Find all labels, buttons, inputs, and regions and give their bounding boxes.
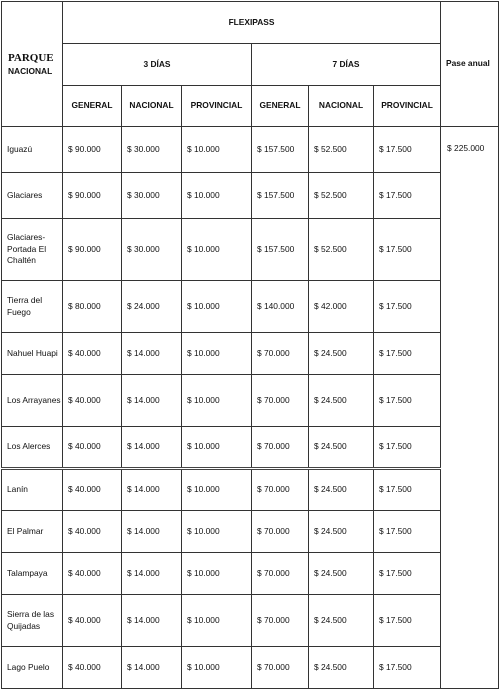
park-name: Tierra del Fuego	[2, 281, 63, 333]
price-cell: $ 140.000	[252, 281, 309, 333]
price-cell: $ 52.500	[309, 127, 374, 173]
park-name: Lanín	[2, 469, 63, 511]
price-cell: $ 40.000	[63, 469, 122, 511]
price-cell: $ 40.000	[63, 427, 122, 469]
table-row	[2, 469, 499, 511]
price-cell: $ 14.000	[122, 375, 182, 427]
price-cell: $ 40.000	[63, 647, 122, 689]
price-cell: $ 14.000	[122, 333, 182, 375]
park-name: Los Alerces	[2, 427, 63, 469]
price-cell: $ 10.000	[182, 127, 252, 173]
price-cell: $ 40.000	[63, 375, 122, 427]
price-cell: $ 24.500	[309, 333, 374, 375]
price-cell: $ 90.000	[63, 127, 122, 173]
price-cell: $ 17.500	[374, 553, 441, 595]
price-cell: $ 10.000	[182, 469, 252, 511]
price-cell: $ 14.000	[122, 595, 182, 647]
park-name: Lago Puelo	[2, 647, 63, 689]
price-cell: $ 17.500	[374, 427, 441, 469]
price-cell: $ 70.000	[252, 511, 309, 553]
price-cell: $ 17.500	[374, 127, 441, 173]
col-nacional-7d: NACIONAL	[309, 86, 374, 127]
price-cell: $ 70.000	[252, 375, 309, 427]
table-row	[2, 281, 499, 333]
price-cell: $ 157.500	[252, 219, 309, 281]
price-cell: $ 24.500	[309, 647, 374, 689]
price-cell: $ 10.000	[182, 333, 252, 375]
park-name: Talampaya	[2, 553, 63, 595]
price-cell: $ 17.500	[374, 173, 441, 219]
park-header-line1: PARQUE	[8, 51, 54, 64]
price-cell: $ 70.000	[252, 595, 309, 647]
table-row	[2, 427, 499, 469]
price-cell: $ 10.000	[182, 595, 252, 647]
price-cell: $ 10.000	[182, 375, 252, 427]
seven-days-header: 7 DÍAS	[252, 44, 441, 86]
price-cell: $ 14.000	[122, 511, 182, 553]
price-cell: $ 17.500	[374, 333, 441, 375]
price-cell: $ 24.500	[309, 469, 374, 511]
col-nacional-3d: NACIONAL	[122, 86, 182, 127]
price-cell: $ 17.500	[374, 511, 441, 553]
price-cell: $ 10.000	[182, 173, 252, 219]
price-cell: $ 10.000	[182, 553, 252, 595]
price-cell: $ 24.500	[309, 595, 374, 647]
price-cell: $ 10.000	[182, 281, 252, 333]
col-general-3d: GENERAL	[63, 86, 122, 127]
price-cell: $ 17.500	[374, 647, 441, 689]
table-row	[2, 375, 499, 427]
price-cell: $ 17.500	[374, 281, 441, 333]
price-cell: $ 70.000	[252, 553, 309, 595]
price-cell: $ 10.000	[182, 427, 252, 469]
park-name: Los Arrayanes	[2, 375, 63, 427]
price-cell: $ 14.000	[122, 427, 182, 469]
table-row	[2, 553, 499, 595]
price-cell: $ 70.000	[252, 469, 309, 511]
price-cell: $ 24.500	[309, 553, 374, 595]
price-cell: $ 17.500	[374, 469, 441, 511]
price-cell: $ 40.000	[63, 553, 122, 595]
price-cell: $ 80.000	[63, 281, 122, 333]
col-general-7d: GENERAL	[252, 86, 309, 127]
price-cell: $ 17.500	[374, 375, 441, 427]
annual-pass-price: $ 225.000	[441, 127, 499, 689]
flexipass-header: FLEXIPASS	[63, 2, 441, 44]
price-cell: $ 157.500	[252, 127, 309, 173]
price-cell: $ 90.000	[63, 173, 122, 219]
three-days-header: 3 DÍAS	[63, 44, 252, 86]
park-name: Glaciares	[2, 173, 63, 219]
table-row	[2, 647, 499, 689]
price-cell: $ 24.500	[309, 427, 374, 469]
price-cell: $ 10.000	[182, 219, 252, 281]
park-column-header	[2, 2, 63, 127]
flexipass-price-table	[1, 1, 499, 689]
table-row	[2, 595, 499, 647]
price-cell: $ 52.500	[309, 173, 374, 219]
table-row	[2, 219, 499, 281]
price-cell: $ 40.000	[63, 333, 122, 375]
price-rows	[2, 127, 499, 689]
price-cell: $ 30.000	[122, 173, 182, 219]
price-cell: $ 90.000	[63, 219, 122, 281]
price-cell: $ 10.000	[182, 511, 252, 553]
price-cell: $ 52.500	[309, 219, 374, 281]
col-provincial-7d: PROVINCIAL	[374, 86, 441, 127]
park-name: Nahuel Huapi	[2, 333, 63, 375]
price-cell: $ 14.000	[122, 553, 182, 595]
price-cell: $ 42.000	[309, 281, 374, 333]
price-cell: $ 70.000	[252, 427, 309, 469]
price-cell: $ 40.000	[63, 511, 122, 553]
park-header-line2: NACIONAL	[8, 65, 53, 76]
price-cell: $ 24.000	[122, 281, 182, 333]
price-cell: $ 30.000	[122, 127, 182, 173]
price-cell: $ 24.500	[309, 511, 374, 553]
park-name: Iguazú	[2, 127, 63, 173]
price-cell: $ 17.500	[374, 219, 441, 281]
table-row	[2, 511, 499, 553]
price-cell: $ 14.000	[122, 647, 182, 689]
price-cell: $ 157.500	[252, 173, 309, 219]
park-name: El Palmar	[2, 511, 63, 553]
park-name: Sierra de las Quijadas	[2, 595, 63, 647]
price-cell: $ 10.000	[182, 647, 252, 689]
price-cell: $ 40.000	[63, 595, 122, 647]
table-row	[2, 127, 499, 173]
park-name: Glaciares-Portada El Chaltén	[2, 219, 63, 281]
price-cell: $ 30.000	[122, 219, 182, 281]
price-cell: $ 14.000	[122, 469, 182, 511]
price-cell: $ 17.500	[374, 595, 441, 647]
price-cell: $ 24.500	[309, 375, 374, 427]
price-cell: $ 70.000	[252, 333, 309, 375]
annual-pass-header: Pase anual	[441, 2, 499, 127]
price-cell: $ 70.000	[252, 647, 309, 689]
table-row	[2, 173, 499, 219]
table-row	[2, 333, 499, 375]
col-provincial-3d: PROVINCIAL	[182, 86, 252, 127]
